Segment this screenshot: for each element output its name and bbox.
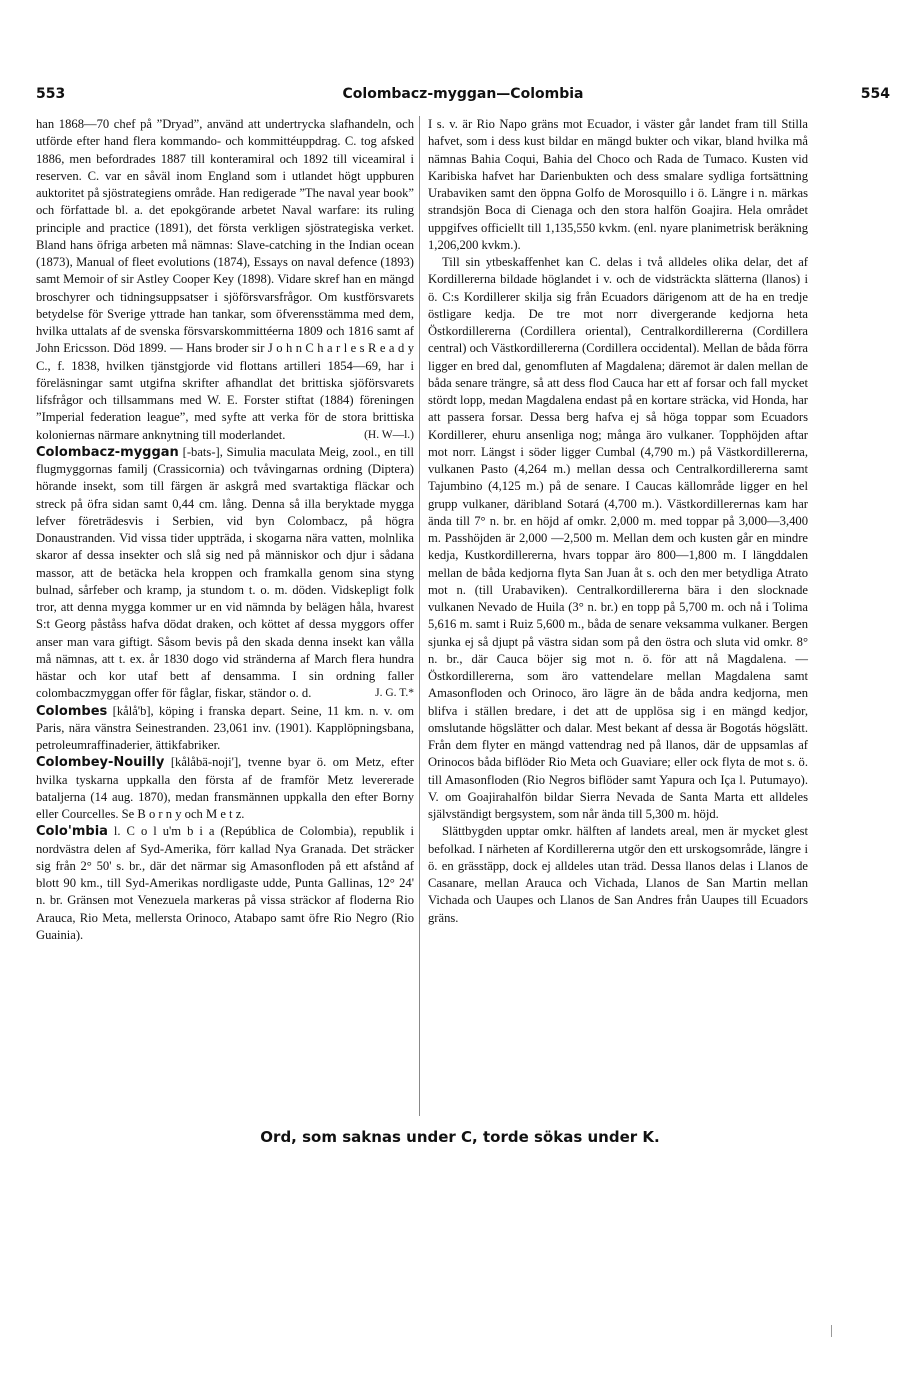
entry-text: [-bats-], Simulia maculata Meig, zool., en till flugmyggornas familj (Crassicornia) och tvåvingarnas ordning (Diptera) hörande insekt, som till färgen är askgrå med svartaktiga fläckar och streck på öfra sidan samt 0,44 cm. lång. Denna så illa beryktade mygga lefver företrädesvis i Serbien, vid byn Colombacz, på högra Donaustranden. Vid vissa tider uppträda, i skogarna nära vatten, molnlika skaror af dessa insekter och slå sig ned på människor och djur i sådana massor, att de betäcka hela kroppen och framkalla genom sina styng bulnad, sårfeber och kramp, ja stundom t. o. m. döden. Vidskepligt folk tror, att denna mygga kommer ur en vid nämnda by belägen håla, hvarest S:t Georg påståss hafva dödat draken, och köttet af dessa myggors offer anser man vara giftigt. Såsom bevis på den skada denna insekt kan vålla må nämnas, att t. ex. år 1830 dogo vid stränderna af March flera hundra hästar och kor utaf bett af densamma. I sin ordning faller colombaczmyggan offer för fåglar, fiskar, ständor o. d. (36, 444, 414, 701)
page-number-left: 553 (36, 86, 66, 102)
paragraph: Slättbygden upptar omkr. hälften af landets areal, men är mycket glest befolkad. I närheten af Kordillererna utgör den ett urskogsområde, längre i ö. en grässtäpp, dock ej alldeles utan träd. Dessa llanos delas i Llanos de Casanare, mellan Arauca och Vichada, Llanos de San Martin mellan Vichada och Uaupes och Llanos de San Andres från Uaupes till Ecuadors gräns. (428, 824, 808, 925)
entry-headword: Colo'mbia (36, 824, 108, 840)
entry-headword: Colombey-Nouilly (36, 755, 165, 771)
entry-colombey-nouilly (36, 754, 414, 823)
continued-paragraph (36, 116, 414, 444)
margin-mark (831, 1325, 832, 1337)
entry-text: l. C o l u'm b i a (República de Colombia), republik i nordvästra delen af Syd-Amerika, förr kallad Nya Granada. Det sträcker sig från 2° 50' s. br., där det närmar sig Amasonfloden på ett afstånd af blott 90 km., till Syd-Amerikas nordligaste udde, Punta Gallinas, 12° 24' n. br. Gränsen mot Venezuela markeras på vissa sträckor af floderna Rio Arauca, Rio Meta, mellersta Orinoco, Atabapo samt öfre Rio Negro (Rio Guainia). (36, 824, 414, 942)
entry-headword: Colombacz-myggan (36, 444, 179, 460)
author-signature: (H. W—l.) (364, 428, 414, 441)
author-signature: J. G. T.* (375, 687, 414, 700)
running-title: Colombacz-myggan—Colombia (342, 86, 584, 102)
entry-colombia (36, 823, 414, 944)
entry-colombacz-myggan (36, 444, 414, 703)
entry-headword: Colombes (36, 703, 108, 719)
paragraph-text: han 1868—70 chef på ”Dryad”, använd att undertrycka slafhandeln, och utförde efter hand flera kommando- och kommittéuppdrag. C. tog afsked 1886, men befordrades 1887 till konteramiral och 1892 till viceamiral i reserven. C. var en såväl inom England som i utlandet högt uppburen auktoritet på sjöstrategiens område. Han redigerade ”The naval year book” och författade bl. a. det epokgörande arbetet Naval warfare: its ruling principle and practice (1891), det första verkligen sjöstrategiska verket. Bland hans öfriga arbeten må nämnas: Slave-catching in the Indian ocean (1873), Manual of fleet evolutions (1874), Essays on naval defence (1893) samt Memoir of sir Astley Cooper Key (1898). Vidare skref han en mängd broschyrer och tidningsuppsatser i sjöförsvarsfrågor. Om kustförsvarets betydelse för Sverige yttrade han tankar, som öfverensstämma med dem, hvilka uttalats af de svenska försvarskommittéerna 1809 och 1816 samt af John Ericsson. Död 1899. — Hans broder sir J o h n C h a r l e s R e a d y C., f. 1838, hvilken tjänstgjorde vid flottans artilleri 1854—69, har i föreläsningar samt utgifna skrifter afhandlat det brittiska sjöförsvarets lifsfrågor och tillsammans med W. E. Forster stiftat (1884) föreningen ”Imperial federation league”, med syfte att verka för de stora brittiska koloniernas närmare anknytning till moderlandet. (36, 117, 414, 442)
paragraph: I s. v. är Rio Napo gräns mot Ecuador, i väster går landet fram till Stilla hafvet, som i dess kust bildar en mängd bukter och vikar, bland hvilka må nämnas Bahia Coqui, Bahia del Choco och Rada de Tumaco. Kusten vid Karibiska hafvet har Darienbukten och dess smalare sydliga fortsättning Urabaviken samt den öppna Golfo de Morosquillo i ö. Längre i n. märkas strandsjön Boca di Cienaga och den stora halfön Goajira. Hela området uppgifves officiellt till 1,135,550 kvkm. (enl. nyare planimetrisk beräkning 1,206,200 kvkm.). (428, 117, 808, 252)
entry-text: [kålå'b], köping i franska depart. Seine, 11 km. n. v. om Paris, nära vänstra Seinestranden. 23,061 inv. (1901). Kapplöpningsbana, petroleumraffinaderier, ättikfabriker. (36, 703, 414, 752)
paragraph: Till sin ytbeskaffenhet kan C. delas i två alldeles olika delar, det af Kordillererna bildade höglandet i v. och de vidsträckta slätterna (llanos) i ö. C:s Kordillerer skilja sig från Ecuadors därigenom att de ha en tredje östligare kedja. De tre mot norr divergerande kedjorna heta Östkordillererna (Cordillera oriental), Centralkordillererna (Cordillera central) och Västkordillererna (Cordillera occidental). Mellan de båda förra ligger en bred dal, genomfluten af Magdalena; däremot är dalen mellan de båda senare trängre, så att dess flod Cauca har ett af forsar och fall mycket stördt lopp, medan Magdalena endast på en kortare sträcka, vid Honda, har att passera forsar. Dessa berg hafva ej så höga toppar som Ecuadors Kordillerer, ehuru ansenliga nog; många äro vulkaner. Topphöjden aftar mot norr. Längst i söder ligger Cumbal (4,790 m.) på Västkordillererna, vulkanen Pasto (4,264 m.) mellan dessa och Centralkordillererna samt Tajumbino (4,125 m.) på de senare. I Caucas källområde ligger en hel grupp vulkaner, däribland Sotará (4,700 m.). Västkordillerernas kam har ända till 7° n. br. en höjd af omkr. 2,000 m. med toppar på 3,000—3,400 m. Passhöjden är 2,000 —2,500 m. Mellan dem och kusten går en mindre kedja, Kustkordillererna, hvars toppar äro 800—1,800 m. I längddalen mellan de båda kedjorna flyta San Juan åt s. och den mer betydliga Atrato mot n. (till Urabaviken). Centralkordillererna bära i den slocknade vulkanen Nevado de Huila (3° n. br.) en topp på 5,700 m. och nå i Tolima 5,616 m. samt i Ruiz 5,600 m., båda de senare veksamma vulkaner. Bergen sjunka ej så djupt på västra sidan som på den östra och sluta vid omkr. 8° n. br., där Cauca böjer sig mot n. ö. för att nå Magdalena. — Östkordillererna, som äro vattendelare mellan Magdalena samt Amasonfloden och Orinoco, äro lägre än de båda andra kedjorna, men blifva i ställen bredare, i det att de upplösa sig i en mängd kedjor, omslutande högslätter och dalar. Mest bekant af dessa är Bogotás högslätt. Från dem flyter en mängd vattendrag ned på llanos, där de uppsamlas af Orinocos båda biflöder Rio Meta och Guaviare; eller ock flyta de mot s. ö. till Amasonfloden (Rio Negros biflöder samt Yapura och Iça l. Putumayo). V. om Goajirahalfön bildar Sierra Nevada de Santa Marta ett alldeles självständigt bergsystem, som når ända till 5,300 m. höjd. (428, 255, 808, 821)
left-column (36, 116, 414, 944)
page-header (36, 86, 890, 108)
right-column (428, 116, 808, 927)
page-number-right: 554 (860, 86, 890, 102)
entry-text: [kålåbä-noji'], tvenne byar ö. om Metz, efter hvilka tyskarna uppkalla den första af de framför Metz levererade bataljerna (14 aug. 1870), medan fransmännen uppkalla den efter Borny eller Courcelles. Se B o r n y och M e t z. (36, 755, 414, 821)
entry-colombes (36, 703, 414, 755)
column-divider (419, 116, 420, 1116)
footer-note: Ord, som saknas under C, torde sökas under K. (260, 1128, 660, 1146)
